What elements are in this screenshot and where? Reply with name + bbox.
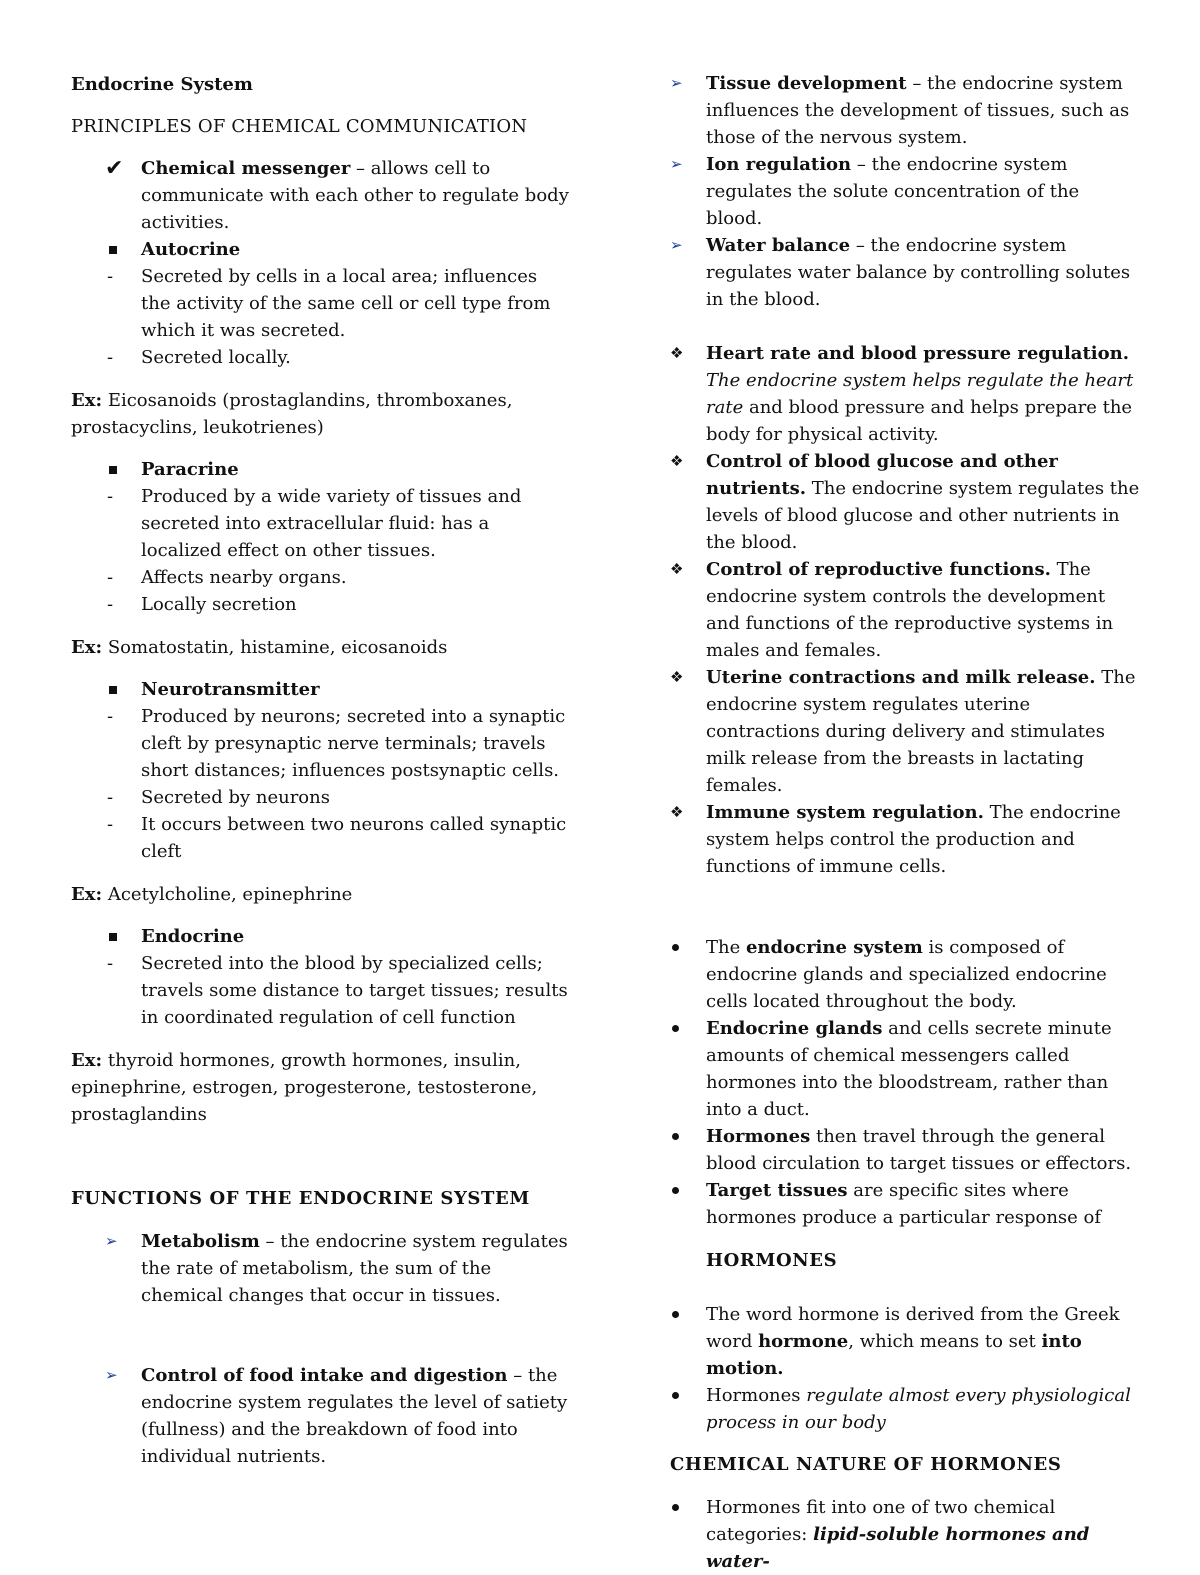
bullet-item (670, 1015, 1140, 1123)
checkmark-icon: ✔ (105, 156, 124, 181)
italic-text: The endocrine system helps regulate the heart rate (706, 370, 1134, 418)
dash-icon: - (107, 814, 114, 835)
dash-icon: - (107, 567, 114, 588)
text: – allows cell to communicate with each other to regulate body activities. (141, 158, 569, 233)
point: Secreted into the blood by specialized cells; travels some distance to target tissues; results in coordinated regulation of cell function (141, 953, 568, 1028)
ex-text: Eicosanoids (prostaglandins, thromboxanes, prostacyclins, leukotrienes) (71, 390, 513, 438)
text: The endocrine system controls the development and functions of the reproductive systems in males and females. (706, 559, 1114, 661)
ex-text: Acetylcholine, epinephrine (102, 884, 353, 905)
term: Hormones (706, 1126, 811, 1147)
dash-icon: - (107, 594, 114, 615)
diamond-item (670, 664, 1140, 799)
bullet-item (670, 1494, 1140, 1575)
diamond-item (670, 556, 1140, 664)
point: Locally secretion (141, 594, 297, 615)
dash-icon: - (107, 953, 114, 974)
point: It occurs between two neurons called synaptic cleft (141, 814, 567, 862)
bullet-item (670, 1301, 1140, 1382)
text: – the endocrine system regulates the solute concentration of the blood. (706, 154, 1080, 229)
text: , which means to set (848, 1331, 1042, 1352)
heading: Paracrine (141, 459, 239, 480)
function-item (670, 232, 1140, 313)
diamond-item (670, 448, 1140, 556)
point: Secreted locally. (141, 347, 291, 368)
point: Produced by a wide variety of tissues and secreted into extracellular fluid: has a localized effect on other tissues. (141, 486, 522, 561)
bullet-dot-icon (672, 944, 679, 951)
functions-heading: FUNCTIONS OF THE ENDOCRINE SYSTEM (71, 1188, 530, 1209)
text: and blood pressure and helps prepare the body for physical activity. (706, 397, 1133, 445)
italic-text: regulate almost every physiological process in our body (706, 1385, 1131, 1433)
function-item (670, 70, 1140, 151)
ex-label: Ex: (71, 1050, 103, 1071)
arrowhead-icon: ➢ (105, 1366, 118, 1384)
diamond-item (670, 340, 1140, 448)
ex-label: Ex: (71, 390, 103, 411)
text: – the endocrine system regulates water balance by controlling solutes in the blood. (706, 235, 1131, 310)
dash-icon: - (107, 706, 114, 727)
example-line (71, 1047, 571, 1128)
dash-icon: - (107, 787, 114, 808)
ex-text: thyroid hormones, growth hormones, insulin, epinephrine, estrogen, progesterone, testosterone, prostaglandins (71, 1050, 538, 1125)
four-diamond-icon: ❖ (670, 452, 684, 470)
term: Ion regulation (706, 154, 852, 175)
arrowhead-icon: ➢ (670, 74, 683, 92)
dash-icon: - (107, 347, 114, 368)
right-column (670, 70, 1140, 1575)
four-diamond-icon: ❖ (670, 560, 684, 578)
arrowhead-icon: ➢ (105, 1232, 118, 1250)
hormones-heading: HORMONES (706, 1250, 838, 1271)
autocrine-heading-item (71, 236, 571, 263)
ex-label: Ex: (71, 884, 103, 905)
text: Hormones fit into one of two chemical categories: (706, 1497, 1056, 1545)
text: Hormones (706, 1385, 807, 1406)
principles-heading: PRINCIPLES OF CHEMICAL COMMUNICATION (71, 116, 528, 137)
term: Water balance (706, 235, 851, 256)
text: The (706, 937, 746, 958)
text: The endocrine system regulates uterine contractions during delivery and stimulates milk release from the breasts in lactating females. (706, 667, 1136, 796)
neurotransmitter-heading-item (71, 676, 571, 703)
text: are specific sites where hormones produce a particular response of (706, 1180, 1102, 1228)
term: hormone (758, 1331, 849, 1352)
text: The word hormone is derived from the Greek word (706, 1304, 1120, 1352)
text: and cells secrete minute amounts of chemical messengers called hormones into the bloodstream, rather than into a duct. (706, 1018, 1112, 1120)
text: The endocrine system regulates the levels of blood glucose and other nutrients in the blood. (706, 478, 1140, 553)
text: – the endocrine system influences the development of tissues, such as those of the nervous system. (706, 73, 1130, 148)
text: then travel through the general blood circulation to target tissues or effectors. (706, 1126, 1132, 1174)
bullet-item (670, 1382, 1140, 1436)
list-item (71, 784, 571, 811)
text: is composed of endocrine glands and specialized endocrine cells located throughout the body. (706, 937, 1107, 1012)
bullet-dot-icon (672, 1504, 679, 1511)
heading: Endocrine (141, 926, 245, 947)
bullet-dot-icon (672, 1311, 679, 1318)
endocrine-heading-item (71, 923, 571, 950)
text: – the endocrine system regulates the rate of metabolism, the sum of the chemical changes that occur in tissues. (141, 1231, 568, 1306)
heading: Neurotransmitter (141, 679, 320, 700)
point: Secreted by neurons (141, 787, 330, 808)
arrowhead-icon: ➢ (670, 155, 683, 173)
term: into motion. (706, 1331, 1082, 1379)
example-line (71, 387, 571, 441)
dash-icon: - (107, 486, 114, 507)
ex-label: Ex: (71, 637, 103, 658)
heading: Autocrine (141, 239, 241, 260)
bullet-dot-icon (672, 1025, 679, 1032)
chemical-messenger-item (71, 155, 571, 236)
bold-italic-text: lipid-soluble hormones and water- (706, 1524, 1090, 1572)
list-item (71, 703, 571, 784)
list-item (71, 344, 571, 371)
bullet-item (670, 934, 1140, 1015)
list-item (71, 564, 571, 591)
function-item (71, 1362, 571, 1470)
chemical-nature-heading: CHEMICAL NATURE OF HORMONES (670, 1454, 1062, 1475)
list-item (71, 950, 571, 1031)
four-diamond-icon: ❖ (670, 668, 684, 686)
diamond-item (670, 799, 1140, 880)
text: – the endocrine system regulates the level of satiety (fullness) and the breakdown of food into individual nutrients. (141, 1365, 568, 1467)
list-item (71, 263, 571, 344)
term: Chemical messenger (141, 158, 351, 179)
term: Immune system regulation. (706, 802, 984, 823)
term: Endocrine glands (706, 1018, 883, 1039)
dash-icon: - (107, 266, 114, 287)
term: Metabolism (141, 1231, 260, 1252)
list-item (71, 811, 571, 865)
square-bullet-icon (109, 466, 117, 474)
term: Uterine contractions and milk release. (706, 667, 1096, 688)
bullet-item (670, 1177, 1140, 1231)
text: The endocrine system helps control the production and functions of immune cells. (706, 802, 1121, 877)
bullet-dot-icon (672, 1133, 679, 1140)
function-item (71, 1228, 571, 1309)
point: Secreted by cells in a local area; influences the activity of the same cell or cell type from which it was secreted. (141, 266, 551, 341)
term: endocrine system (745, 937, 923, 958)
list-item (71, 483, 571, 564)
ex-text: Somatostatin, histamine, eicosanoids (102, 637, 448, 658)
four-diamond-icon: ❖ (670, 803, 684, 821)
term: Control of food intake and digestion (141, 1365, 508, 1386)
term: Target tissues (706, 1180, 848, 1201)
square-bullet-icon (109, 686, 117, 694)
term: Heart rate and blood pressure regulation. (706, 343, 1129, 364)
square-bullet-icon (109, 246, 117, 254)
point: Produced by neurons; secreted into a synaptic cleft by presynaptic nerve terminals; travels short distances; influences postsynaptic cells. (141, 706, 566, 781)
example-line (71, 881, 571, 908)
point: Affects nearby organs. (141, 567, 347, 588)
function-item (670, 151, 1140, 232)
term: Tissue development (706, 73, 907, 94)
left-column (71, 70, 571, 1470)
document-title: Endocrine System (71, 74, 253, 95)
arrowhead-icon: ➢ (670, 236, 683, 254)
paracrine-heading-item (71, 456, 571, 483)
bullet-item (670, 1123, 1140, 1177)
list-item (71, 591, 571, 618)
example-line (71, 634, 571, 661)
bullet-dot-icon (672, 1392, 679, 1399)
bullet-dot-icon (672, 1187, 679, 1194)
square-bullet-icon (109, 933, 117, 941)
four-diamond-icon: ❖ (670, 344, 684, 362)
term: Control of blood glucose and other nutrients. (706, 451, 1058, 499)
term: Control of reproductive functions. (706, 559, 1051, 580)
